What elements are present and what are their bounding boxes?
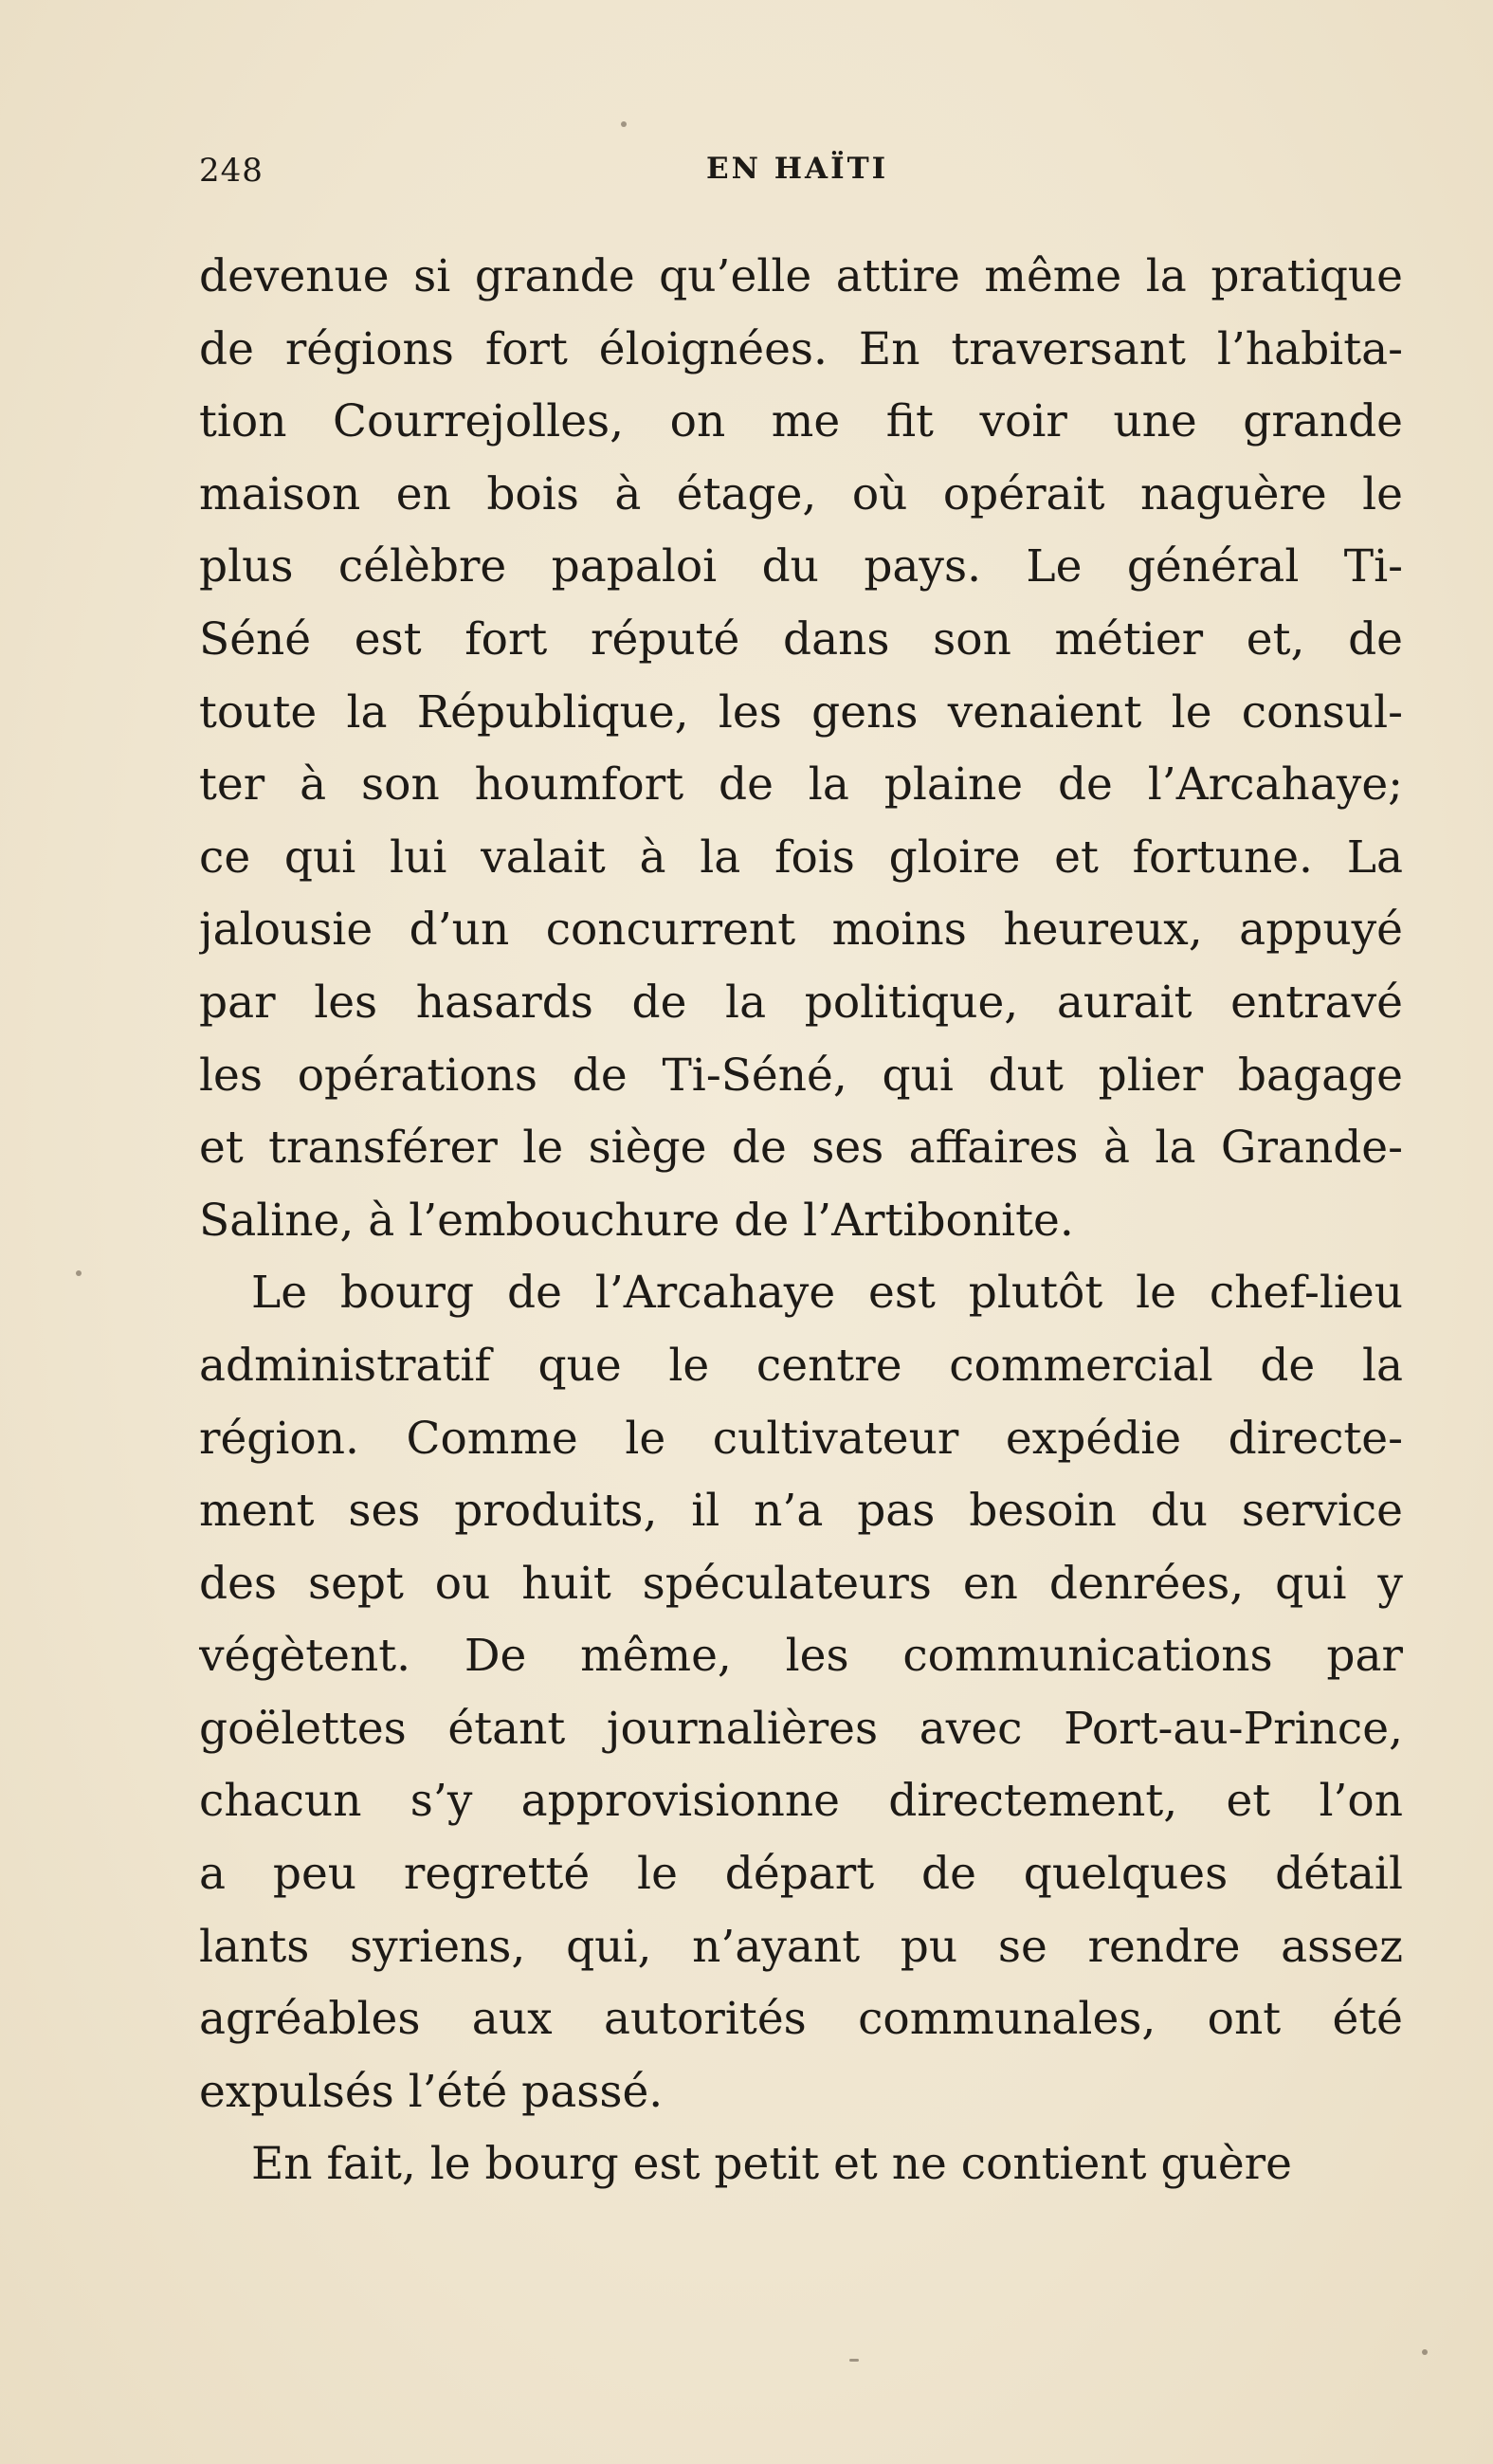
text-line: a peu regretté le départ de quelques détail	[199, 1848, 1403, 1901]
text-line: ce qui lui valait à la fois gloire et fortune. La	[199, 830, 1403, 884]
text-line: tion Courrejolles, on me fit voir une grande	[199, 395, 1403, 448]
page-header	[199, 152, 1403, 199]
text-line: région. Comme le cultivateur expédie directe-	[199, 1412, 1403, 1465]
text-line: chacun s’y approvisionne directement, et l’on	[199, 1775, 1403, 1828]
page-number: 248	[199, 152, 264, 190]
paper-speck	[849, 2359, 859, 2362]
paper-speck	[1422, 2349, 1428, 2355]
running-head: EN HAÏTI	[706, 152, 889, 186]
text-line: goëlettes étant journalières avec Port-au-Prince,	[199, 1702, 1403, 1755]
text-line: végètent. De même, les communications par	[199, 1630, 1403, 1683]
text-line: par les hasards de la politique, aurait entravé	[199, 976, 1403, 1029]
text-line: les opérations de Ti-Séné, qui dut plier bagage	[199, 1049, 1403, 1102]
text-line: de régions fort éloignées. En traversant l’habita-	[199, 322, 1403, 375]
text-line: En fait, le bourg est petit et ne contient guère	[251, 2138, 1292, 2191]
text-line: et transférer le siège de ses affaires à la Grande-	[199, 1122, 1403, 1175]
text-line: devenue si grande qu’elle attire même la pratique	[199, 250, 1403, 302]
text-line: jalousie d’un concurrent moins heureux, appuyé	[199, 903, 1403, 957]
text-line: Le bourg de l’Arcahaye est plutôt le chef-lieu	[251, 1267, 1403, 1320]
text-line: expulsés l’été passé.	[199, 2065, 664, 2118]
text-line: Séné est fort réputé dans son métier et, de	[199, 612, 1403, 666]
text-line: ter à son houmfort de la plaine de l’Arcahaye;	[199, 758, 1403, 812]
text-line: lants syriens, qui, n’ayant pu se rendre assez	[199, 1920, 1403, 1973]
text-line: ment ses produits, il n’a pas besoin du service	[199, 1485, 1403, 1538]
text-line: toute la République, les gens venaient le consul-	[199, 685, 1403, 739]
paper-speck	[76, 1270, 82, 1276]
text-line: maison en bois à étage, où opérait naguère le	[199, 467, 1403, 520]
text-line: administratif que le centre commercial de la	[199, 1339, 1403, 1392]
text-line: plus célèbre papaloi du pays. Le général Ti-	[199, 540, 1403, 593]
text-line: des sept ou huit spéculateurs en denrées, qui y	[199, 1557, 1403, 1610]
body-text	[199, 241, 1403, 2201]
paper-speck	[621, 121, 627, 127]
text-line: agréables aux autorités communales, ont été	[199, 1993, 1403, 2046]
text-line: Saline, à l’embouchure de l’Artibonite.	[199, 1194, 1074, 1247]
